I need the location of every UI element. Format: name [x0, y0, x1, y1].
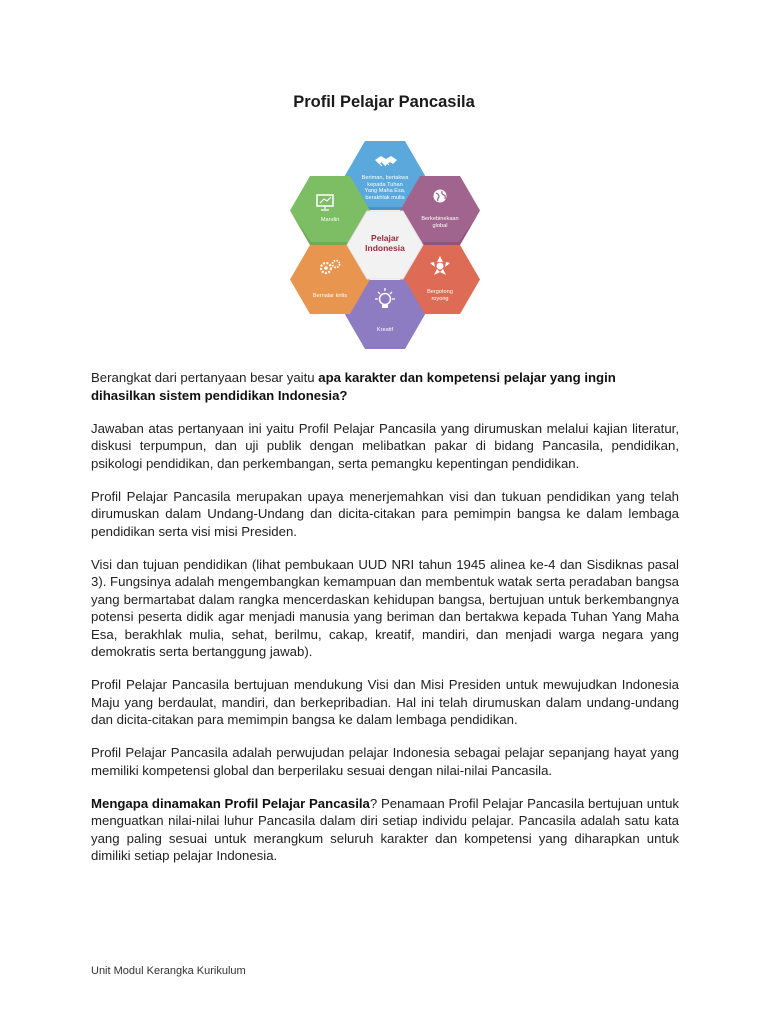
hex-upper-left-label: Mandiri: [320, 217, 340, 223]
paragraph-visi-tujuan: Visi dan tujuan pendidikan (lihat pembukaan UUD NRI tahun 1945 alinea ke-4 dan Sisdiknas pasal 3). Fungsinya adalah mengembangkan kemampuan dan membentuk watak serta peradaban bangsa yang bermartabat dalam rangka mencerdaskan kehidupan bangsa, bertujuan untuk berkembangnya potensi peserta didik agar menjadi manusia yang beriman dan bertakwa kepada Tuhan Yang Maha Esa, berakhlak mulia, sehat, berilmu, cakap, kreatif, mandiri, dan menjadi warga negara yang demokratis serta bertanggung jawab).: [91, 556, 679, 659]
globe-icon: [434, 190, 447, 203]
paragraph-perwujudan: Profil Pelajar Pancasila adalah perwujudan pelajar Indonesia sebagai pelajar sepanjang hayat yang memiliki kompetensi global dan berperilaku sesuai dengan nilai-nilai Pancasila.: [91, 745, 679, 778]
paragraph-tujuan: Profil Pelajar Pancasila bertujuan mendukung Visi dan Misi Presiden untuk mewujudkan Indonesia Maju yang berdaulat, mandiri, dan berkepribadian. Hal ini telah dirumuskan dalam undang-undang dan dicita-citakan para memimpin bangsa ke dalam lembaga pendidikan.: [91, 677, 679, 727]
paragraph-intro: Berangkat dari pertanyaan besar yaitu apa karakter dan kompetensi pelajar yang ingin dihasilkan sistem pendidikan Indonesia?: [91, 370, 616, 403]
hex-lower-left-label: Bernalar kritis: [312, 293, 348, 299]
page-footer: Unit Modul Kerangka Kurikulum: [91, 965, 246, 977]
hex-top-label: Beriman, bertakwa kepada Tuhan Yang Maha Esa, berakhlak mulia: [361, 175, 409, 201]
paragraph-upaya: Profil Pelajar Pancasila merupakan upaya menerjemahkan visi dan tukuan pendidikan yang telah dirumuskan dalam Undang-Undang dan dicita-citakan para pemimpin bangsa ke dalam lembaga pendidikan serta visi misi Presiden.: [91, 488, 679, 539]
hex-bottom-label: Kreatif: [376, 327, 394, 333]
hex-upper-right-label: Berkebinekaan global: [421, 216, 459, 229]
page-title: Profil Pelajar Pancasila: [293, 93, 475, 111]
profil-pelajar-diagram: [280, 138, 490, 352]
document-body: [91, 369, 679, 880]
hex-center-label: Pelajar Indonesia: [365, 233, 405, 253]
paragraph-jawaban: Jawaban atas pertanyaan ini yaitu Profil Pelajar Pancasila yang dirumuskan melalui kajian literatur, diskusi terpumpun, dan uji publik dengan melibatkan pakar di bidang Pancasila, pendidikan, psikologi pendidikan, dan perkembangan, serta pemangku kepentingan pendidikan.: [91, 420, 679, 471]
paragraph-penamaan: Mengapa dinamakan Profil Pelajar Pancasila? Penamaan Profil Pelajar Pancasila bertujuan untuk menguatkan nilai-nilai luhur Pancasila dalam diri setiap individu pelajar. Pancasila adalah satu kata yang paling sesuai untuk merangkum seluruh karakter dan kompetensi yang diharapkan untuk dimiliki setiap pelajar Indonesia.: [91, 795, 679, 863]
hex-lower-right-label: Bergotong royong: [427, 289, 453, 302]
